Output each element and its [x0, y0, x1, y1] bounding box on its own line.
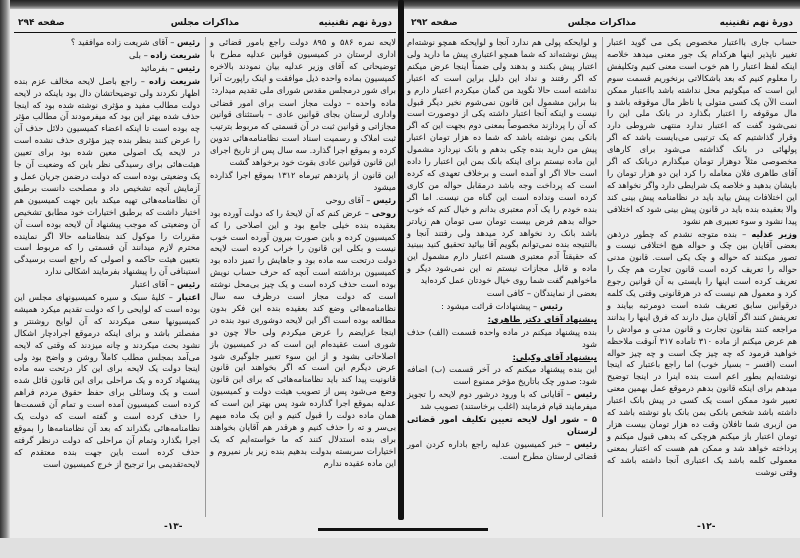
column-divider: [205, 37, 206, 517]
paragraph-text: این قانون از پانزدهم تیرماه ۱۳۱۲ بموقع اجرا گذارده میشود: [210, 169, 396, 192]
page-header: [407, 14, 797, 33]
session-period: دورهٔ نهم تقنینیه: [719, 18, 793, 28]
text-column-left: [14, 37, 200, 472]
paragraph-text: – کلیهٔ سبک و سیره کمیسیونهای مجلس این بوده است که لوایحی را که دولت تقدیم میکرد همیشه کمیسیونها سعی میکردند که آن لوایح روشنتر و مفصلتر باشد و برای اینکه درموقع اجرادچار اشکال نشود بحث میکردند و چانه میزدند که وقتی که لایحه می‌آمد بمجلس مطلب کاملاً روشن و واضح بود ولی اینجا دولت یک لایحه برای این کار درتحت سه ماده پیشنهاد کرده و یک مراحلی برای این قانون قائل شده است و یک وسائلی برای حفظ حقوق مردم فراهم کرده است کمیسیون آمده است و تمام آن قسمت‌ها را حذف کرده است و گفته است که دولت یک نظامنامه‌هائی بگذراند که بعد آن نظامنامه‌ها را بموقع اجرا بگذارد وتمام آن مراحلی که دولت درنظر گرفته حذف کرده است باین جهت بنده معتقدم که لایحه‌تقدیمی برا ترجیح از خرج کمیسیون است: [14, 292, 200, 469]
page-number-header: صفحه ۲۹۴: [18, 18, 65, 28]
paragraph: [210, 195, 396, 207]
paragraph-text: – راجع باصل لایحه مخالف عزم بنده اظهار نکردند ولی توضیحاتشان دال بود باینکه در لایحه دولت مطالب مفید و مؤثری نوشته شده بود که اینجا حذف شده بهتر این بود که میفرمودند آن مطالب مؤثر چه بوده است تا اینکه اعضاء کمیسیون دلائل حذف آن را عرض کنند بنظر بنده چیز مؤثری حذف نشده است در لایحه یک اصولی معین شده بود برای تعیین هیئت‌هائی برای رسیدگی نظر باین که وضعیت آن جا یک وضعیتی بوده است که دولت درضمن جریان عمل و آزمایش آنچه تشخیص داد و مصلحت دانست برطبق آن نظامنامه‌هائی تهیه میکند باین جهت کمیسیون هم اختیار داشت که برطبق اختیارات خود مطابق تشخیص آن وضعیتی که موجب پیشنهاد آن لایحه بوده است آن مقررات را موکول کند بنظامنامه حالا اگر نماینده محترم لازم میدانند آن قسمتی را که مربوط است بتعیین هیئت حاکمه و اصولی که راجع است برسیدگی استینافی آن را پیشنهاد بفرمایند اشکالی ندارد: [14, 75, 200, 277]
paragraph: [407, 288, 597, 300]
paragraph: [407, 37, 597, 287]
paragraph: [14, 37, 200, 49]
paragraph: [210, 208, 396, 470]
paragraph-text: – آقای اعتبار: [130, 279, 177, 290]
paragraph-text: ماده واحده – دولت مجاز است برای امور قضائی واداری لرستان بجای قوانین عادی – باستثنای قوانین مجازاتی و قوانین ثبت در آن قسمتی که مربوط بترتیب ثبت املاک و رسمیت اسناد است نظامنامه‌هائی تدوین کرده و بموقع اجرا گذارد. سه سال پس از تاریخ اجرای این قانون قوانین عادی بقوت خود برخواهد گشت: [210, 97, 396, 168]
paragraph-text: بنده پیشنهاد میکنم در ماده واحده قسمت (الف) حذف شود: [407, 326, 597, 349]
text-column-left: [407, 37, 597, 464]
paragraph: [14, 292, 200, 471]
paragraph-text: این بنده پیشنهاد میکنم که در آخر قسمت (ب) اضافه شود: صدور چک باتاریخ مؤخر ممنوع است: [407, 364, 597, 387]
paragraph: [607, 229, 797, 479]
book-spine: [398, 0, 404, 520]
paragraph: [407, 314, 597, 326]
speaker-name: شریعت زاده: [150, 49, 200, 60]
paragraph-text: پیشنهاد آقای دکتر طاهری:: [487, 313, 597, 324]
speaker-name: رئیس: [573, 389, 597, 400]
paragraph: [14, 279, 200, 291]
paragraph-text: ۵ – شور اول لایحه تعیین تکلیف امور قضائی لرستان: [407, 414, 597, 436]
paragraph-text: و لوایحکه پولی هم ندارد آنجا و لوایحکه همچو نوشته‌ام پیش نوشته‌اند که شما همچو اعتباری پیش ما دارید ولی اعتبار پیش بکنند و بدهند ولی ضمناً اینجا عرض میکنم که اگر رفتند و نداد این دلیل براین است که اعتبار نداشته است حالا نگوید من گمان میکردم اعتبار دارم و بنا براین مشمول این قانون نمی‌شوم نخیر دیگر قبول نیست و اینکه آنجا اعتبار داشته یکی از دوصورت است که آن را پردازند مخصوصاً بمعنی دوم بجهت این که اگر بانکی بمن نوشته باشد که شما ده هزار تومان اعتبار پیش من دارید بنده چکی بدهم و بانک نپردازد مشمول این ماده نیستم برای اینکه بانک بمن این اعتبار را داده است حالا اگر او آمده است و برخلاف تعهدی که کرده است که پرداخت وجه باشد درمقابل حواله من کاری کرده است ونداده است این گناه من نیست. اما اگر بنده خودم را یک آدم معتبری بدانم و خیال کنم که خوب حواله بدهم فرض بیست تومان سی تومان هم زیادتر باشد بانک رد نخواهد کرد میدهد ولی رفتند آنجا و بالنتیجه بنده نمی‌توانم بگویم آقا بیائید تحقیق کنید ببینید که حقیقتاً آدم معتبری هستم اعتبار دارم مشمول این ماده و قابل مجازات نیستم نه این نمی‌شود دیگر و ماخواهیم گفت شما روی خیال خودتان عمل کرده‌اید: [407, 37, 597, 286]
paragraph: [210, 170, 396, 194]
paragraph: [210, 37, 396, 97]
publication-title: مذاکرات مجلس: [170, 18, 240, 28]
paragraph: [14, 63, 200, 75]
paragraph-text: – بفرمائید: [140, 62, 177, 73]
page-number-header: صفحه ۲۹۲: [411, 18, 458, 28]
scan-left-edge: [0, 0, 10, 558]
paragraph-text: – پیشنهادات قرائت میشود :: [441, 300, 540, 311]
paragraph: [14, 50, 200, 62]
speaker-name: شریعت زاده: [149, 75, 200, 86]
paragraph: [407, 414, 597, 438]
paragraph-text: – آقایانی که با ورود درشور دوم لایحه را تجویز میفرمایند قیام فرمایند (اغلب برخاستند) تصویب شد: [407, 389, 597, 412]
paragraph: [210, 98, 396, 169]
speaker-name: رئیس: [176, 279, 200, 290]
speaker-name: رئیس: [573, 438, 597, 449]
paragraph: [607, 37, 797, 228]
book-spine-base: [318, 528, 488, 531]
paragraph-text: لایحه نمره ۵۸۶ و ۸۹۵ دولت راجع بامور قضائی و اداری لرستان در کمیسیون قوانین عدلیه مطرح با توضیحاتی که آقای وزیر عدلیه بیان نمودند بالاخره کمیسیون بماده واحده ذیل موافقت و اینک راپورت آنرا برای شور درمجلس مقدس شورای ملی تقدیم میدارد:: [210, 37, 396, 95]
speaker-name: رئیس: [176, 62, 200, 73]
paragraph-text: پیشنهاد آقای وکیلی:: [512, 351, 597, 362]
paragraph-text: بعضی از نمایندگان – کافی است: [486, 288, 597, 299]
speaker-name: روحی: [371, 207, 396, 218]
publication-title: مذاکرات مجلس: [567, 18, 637, 28]
page-header: [14, 14, 396, 33]
paragraph-text: – آقای روحی: [325, 194, 373, 205]
paragraph: [407, 389, 597, 413]
paragraph-text: – عرض کنم که آن لایحهٔ را که دولت آورده بود بعقیده بنده خیلی جامع بود و این اصلاحی را که کمیسیون کرده و باین صورت بیرون آورده است خوب نیست و بکلی این قانون را خراب کرده است لایحه دولت درتحت سه ماده بود و جاهایش را تمیز داده بود کمیسیون برداشته است آنچه که حرف حساب نویش بوده است حذف کرده است و یک چیز بی‌محل نوشته است که دولت مجاز است درظرف سه سال نظامنامه‌هائی وضع کند بعقیده بنده این فکر بدون مطالعه بوده است اگر این لایحه دوشوری نبود بنده در اینجا عرایضم را عرض میکردم ولی حالا چون دو شوری است عقیده‌ام این است که در کمیسیون باز اصلاحاتی بشود و از این سوء تعبیر جلوگیری شود عرض دیگرم این است که اگر بخواهند این قانون قانونیت پیدا کند باید نظامنامه‌هائی که برای این قانون وضع می‌شود پس از تصویب هیئت دولت و کمیسیون عدلیه بموقع اجرا گذارده شود پس بهتر این است که همان ماده دولت را قبول کنیم و این یک ماده مبهم بی‌سر و ته را حذف کنیم و هرقدر هم آقایان بخواهند برای بنده استدلال کنند که ما خواسته‌ایم که یک اختیارات سربسته بدولت بدهیم بنده زیر بار نمیروم و این ماده عقیده ندارم: [210, 207, 396, 468]
speaker-name: اعتبار: [176, 292, 200, 303]
paragraph-text: – خبر کمیسیون عدلیه راجع باداره کردن امور قضائی لرستان مطرح است.: [407, 438, 597, 461]
paragraph-text: حساب جاری بااعتبار مخصوص یکی می گوید اعتبار تغییر ناپذیر اینها هرکدام یک جور معنی میدهد خلاصه اینکه لفظ اعتبار را هم خوب است معنی کنیم وتکلیفش را معلوم کنیم که بعد باشکالاتی برنخوریم قسمت سوم این است که میگوئیم محل نداشته باشد بااعتبار ممکن است الآن یک کسی متولی یا ناظر مال موقوفه باشد و مال موقوفه را اعتبار بگذارد در بانک ملی این را نمی‌شود گفت که اعتبار ندارد منتهی شروطی دارد وقرار گذاشتیم که یک ترتیبی می‌بایست باشد که اگر پولهائی در بانک گذاشته می‌شود برای کارهای مخصوصی مثلاً دوهزار تومان میگذارم دربانک که اگر آقای طاهری فلان معامله را کرد این دو هزار تومان را بایشان بدهید و خلاصه یک شرایطی دارد واگر نخواهد که این اختلافات پیش بیاید باید در نظامنامه پیش بینی کند والا بعقیده بنده باید در قانون پیش بینی شود که اختلافی پیدا نشود و سوء تعبیری هم نشود: [607, 37, 797, 226]
session-period: دورهٔ نهم تقنینیه: [318, 18, 392, 28]
speaker-name: رئیس: [176, 37, 200, 47]
paragraph-text: – آقای شریعت زاده موافقید ؟: [70, 37, 177, 47]
text-column-right: [607, 37, 797, 480]
paragraph: [407, 439, 597, 463]
paragraph: [407, 327, 597, 351]
text-column-right: [210, 37, 396, 471]
scan-bottom-margin: [0, 538, 800, 558]
paragraph: [14, 76, 200, 278]
paragraph-text: – بنده متوجه نشدم که چطور درذهن بعضی آقایان بین چک و حواله هیچ اختلافی نیست و تصور میکنند که حواله و چک یکی است. قانون مدنی حواله را تعریف کرده است قانون تجارت هم چک را تعریف کرده است اینها را بایستی به آن قوانین رجوع کرد و معمول هم نیست که در هرقانونی وقتی یک کلمه درقوانین سابق تعریف شده است دومرتبه بیایند و تعریفش کنند اگر آقایان میل دارند که فرق اینها را بدانند مراجعه کنند بقانون تجارت و قانون مدنی و موادش را هم عرض میکنم از ماده ۳۱۰ تاماده ۳۱۷ آنوقت ملاحظه خواهید فرمود که چه چیز چک است و چه چیز حواله است (افسر – بسیار خوب) اما راجع باعتبار که اینجا نوشته‌ایم بطور اعم است بنده اینرا در اینجا توضیح میدهم برای اینکه قانون بدهم درموقع عمل بهمین معنی تعبیر شود ممکن است یک کسی در پیش بانک اعتبار داشته باشد شخص بانکی بمن بانک باو نوشته باشد که من ازبری شما تافلان وقت ده هزار تومان بیست هزار تومان اعتبار باز میکنم هرچکی که بدهی قبول میکنم و پرداخته خواهد شد و ممکن هم هست که اعتبار بمعنی معمولی کلمه باشد یک اعتباری آنجا داشته باشد که وقتی نوشت: [607, 228, 797, 477]
page-footer-number: -۱۲-: [697, 522, 716, 532]
paragraph: [407, 364, 597, 388]
paragraph: [407, 352, 597, 364]
speaker-name: رئیس: [372, 194, 396, 205]
column-divider: [602, 37, 603, 517]
paragraph-text: – بلی: [129, 49, 151, 60]
speaker-name: وزیر عدلیه: [751, 228, 798, 239]
speaker-name: رئیس: [539, 300, 563, 311]
page-footer-number: -۱۳-: [164, 522, 183, 532]
paragraph: [407, 301, 597, 313]
